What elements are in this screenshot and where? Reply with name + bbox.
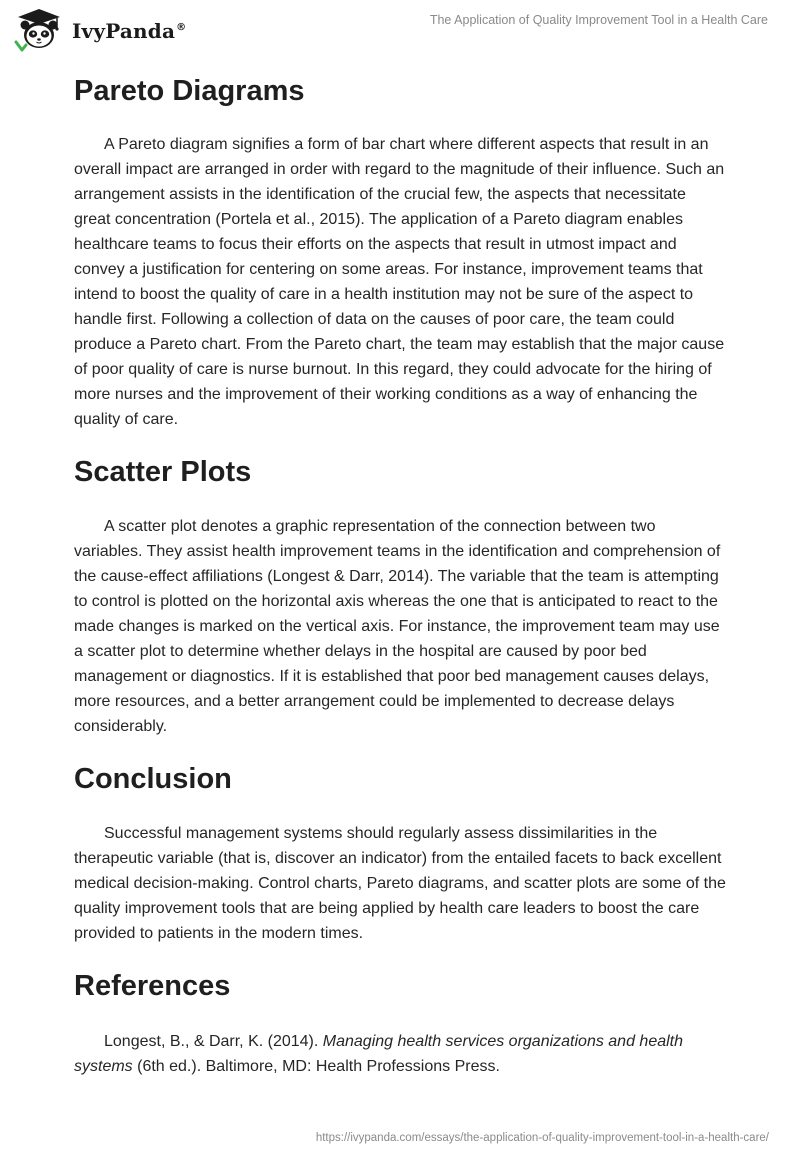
logo-text: IvyPanda® — [72, 19, 187, 43]
reference-publication: (6th ed.). Baltimore, MD: Health Professions Press. — [132, 1058, 500, 1075]
document-title: The Application of Quality Improvement Tool in a Health Care — [429, 13, 768, 27]
page-header — [0, 0, 800, 60]
section-heading: References — [74, 970, 231, 1002]
section-heading: Conclusion — [74, 763, 232, 795]
section-paragraph: Successful management systems should regularly assess dissimilarities in the therapeutic variable (that is, discover an indicator) from the entailed facets to back excellent medical decision-making. Control charts, Pareto diagrams, and scatter plots are some of the quality improvement tools that are being applied by health care leaders to boost the care provided to patients in the modern times. — [74, 825, 726, 942]
ivypanda-logo[interactable] — [14, 8, 186, 52]
section-paragraph: A Pareto diagram signifies a form of bar chart where different aspects that result in an overall impact are arranged in order with regard to the magnitude of their influence. Such an arrangement assists in the identification of the crucial few, the aspects that necessitate great concentration (Portela et al., 2015). The application of a Pareto diagram enables healthcare teams to focus their efforts on the aspects that result in utmost impact and convey a justification for centering on some areas. For instance, improvement teams that intend to boost the quality of care in a health institution may not be sure of the aspect to handle first. Following a collection of data on the causes of poor care, the team could produce a Pareto chart. From the Pareto chart, the team may establish that the major cause of poor quality of care is nurse burnout. In this regard, they could advocate for the hiring of more nurses and the improvement of their working conditions as a way of enhancing the quality of care. — [74, 136, 725, 428]
reference-authors: Longest, B., & Darr, K. (2014). — [104, 1033, 323, 1050]
reference-entry — [74, 1029, 726, 1079]
source-url[interactable]: https://ivypanda.com/essays/the-application-of-quality-improvement-tool-in-a-health-care/ — [315, 1132, 769, 1144]
section-scatter-plots — [74, 451, 726, 739]
section-heading: Pareto Diagrams — [74, 75, 305, 107]
essay-content — [74, 70, 726, 1079]
section-paragraph: A scatter plot denotes a graphic representation of the connection between two variables. They assist health improvement teams in the identification and comprehension of the cause-effect affiliations (Longest & Darr, 2014). The variable that the team is attempting to control is plotted on the horizontal axis whereas the one that is anticipated to react to the made changes is marked on the vertical axis. For instance, the improvement team may use a scatter plot to determine whether delays in the hospital are caused by poor bed management or diagnostics. If it is established that poor bed management causes delays, more resources, and a better arrangement could be implemented to decrease delays considerably. — [74, 518, 721, 735]
panda-graduate-icon — [14, 8, 64, 52]
section-conclusion — [74, 758, 726, 946]
section-references — [74, 965, 726, 1079]
section-heading: Scatter Plots — [74, 456, 252, 488]
section-pareto-diagrams — [74, 70, 726, 432]
reference-title: Managing health services organizations and health systems — [74, 1033, 684, 1075]
